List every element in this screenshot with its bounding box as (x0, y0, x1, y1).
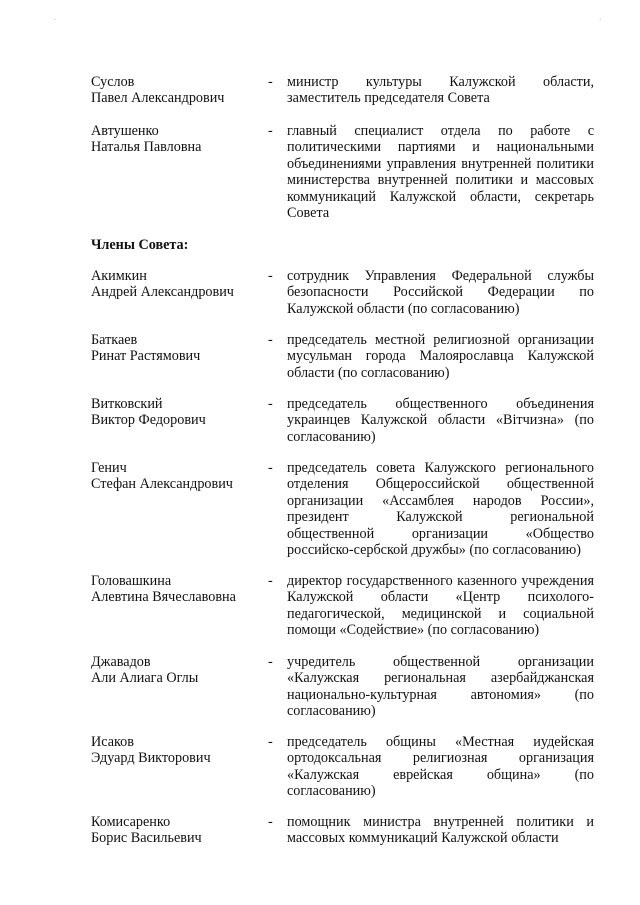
section-heading: Члены Совета: (91, 237, 189, 253)
member-surname: Баткаев (91, 332, 138, 348)
member-surname: Акимкин (91, 268, 147, 284)
dash-separator: - (268, 123, 273, 139)
member-role: министр культуры Калужской области, заместитель председателя Совета (287, 74, 594, 107)
member-name (91, 332, 261, 365)
member-surname: Джавадов (91, 654, 151, 670)
member-given-names: Наталья Павловна (91, 139, 202, 156)
member-role: председатель общественного объединения украинцев Калужской области «Вiтчизна» (по согласованию) (287, 396, 594, 445)
member-given-names: Андрей Александрович (91, 284, 234, 301)
member-name (91, 654, 261, 687)
member-surname: Генич (91, 460, 127, 476)
member-given-names: Стефан Александрович (91, 476, 233, 493)
member-given-names: Борис Васильевич (91, 830, 202, 847)
member-role: помощник министра внутренней политики и массовых коммуникаций Калужской области (287, 814, 594, 847)
member-role: учредитель общественной организации «Калужская региональная азербайджанская национально-культурная автономия» (по согласованию) (287, 654, 594, 720)
member-name (91, 268, 261, 301)
dash-separator: - (268, 654, 273, 670)
dash-separator: - (268, 460, 273, 476)
member-role: сотрудник Управления Федеральной службы безопасности Российской Федерации по Калужской области (по согласованию) (287, 268, 594, 317)
dash-separator: - (268, 734, 273, 750)
member-surname: Витковский (91, 396, 163, 412)
dash-separator: - (268, 268, 273, 284)
dash-separator: - (268, 573, 273, 589)
dash-separator: - (268, 396, 273, 412)
member-name (91, 123, 261, 156)
member-role: главный специалист отдела по работе с политическими партиями и национальными объединениями управления внутренней политики министерства внутренней политики и массовых коммуникаций Калужской области, секретарь Совета (287, 123, 594, 222)
member-surname: Головашкина (91, 573, 172, 589)
dash-separator: - (268, 814, 273, 830)
member-surname: Автушенко (91, 123, 159, 139)
member-given-names: Виктор Федорович (91, 412, 206, 429)
member-given-names: Павел Александрович (91, 90, 225, 107)
dash-separator: - (268, 332, 273, 348)
member-given-names: Ринат Растямович (91, 348, 201, 365)
member-role: председатель совета Калужского регионального отделения Общероссийской общественной организации «Ассамблея народов России», президент Калужской региональной общественной организации «Общество российско-сербской дружбы» (по согласованию) (287, 460, 594, 559)
member-given-names: Алевтина Вячеславовна (91, 589, 236, 606)
member-role: председатель местной религиозной организации мусульман города Малоярославца Калужской области (по согласованию) (287, 332, 594, 381)
member-name (91, 460, 261, 493)
dash-separator: - (268, 74, 273, 90)
member-surname: Исаков (91, 734, 134, 750)
member-name (91, 74, 261, 107)
member-name (91, 573, 261, 606)
member-role: председатель общины «Местная иудейская ортодоксальная религиозная организация «Калужская еврейская община» (по согласованию) (287, 734, 594, 800)
member-name (91, 396, 261, 429)
scan-speck: · (599, 16, 602, 24)
member-surname: Комисаренко (91, 814, 171, 830)
member-role: директор государственного казенного учреждения Калужской области «Центр психолого-педагогической, медицинской и социальной помощи «Содействие» (по согласованию) (287, 573, 594, 639)
scan-speck: · (54, 16, 57, 24)
member-surname: Суслов (91, 74, 135, 90)
member-name (91, 734, 261, 767)
member-given-names: Али Алиага Оглы (91, 670, 199, 687)
member-name (91, 814, 261, 847)
member-given-names: Эдуард Викторович (91, 750, 211, 767)
